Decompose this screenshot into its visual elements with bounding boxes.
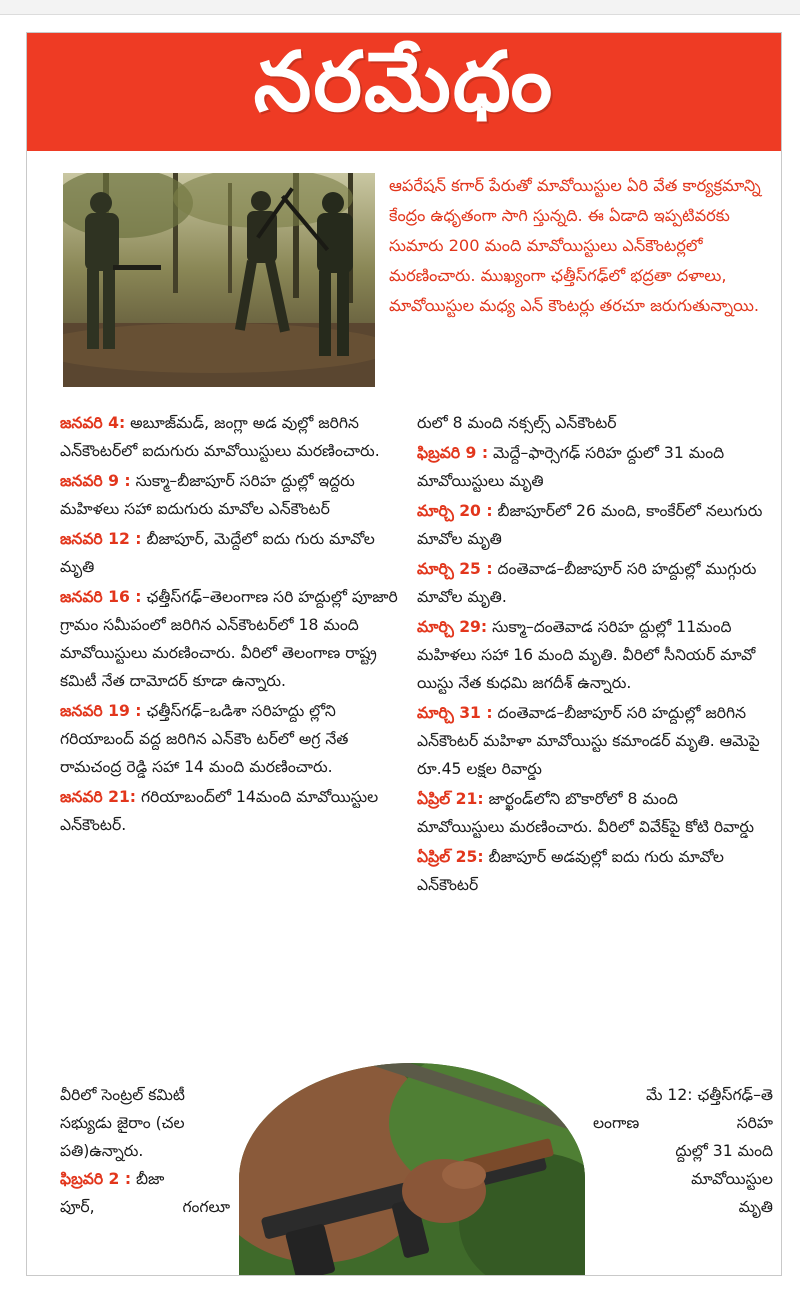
wrap-line: ద్దుల్లో 31 మంది [675,1142,773,1160]
wrap-line: మృతి [738,1198,773,1216]
soldiers-in-forest-photo [63,173,375,387]
entry-text: జార్ఖండ్‌లోని బొకారోలో 8 మంది మావోయిస్టులు మరణించారు. వీరిలో వివేక్‌పై కోటి రివార్డు [417,790,755,836]
wrap-line [60,1165,250,1193]
timeline-entry [60,583,412,695]
top-strip [0,0,800,15]
rifle-in-hand-photo [239,1063,585,1275]
entry-date: జనవరి 16 : [60,588,142,606]
entry-date: జనవరి 19 : [60,702,142,720]
entry-text: సుక్మా–బీజాపూర్ సరిహ ద్దుల్లో ఇద్దరు మహిళలు సహా ఐదుగురు మావోల ఎన్‌కౌంటర్ [60,472,355,518]
wrap-line: వీరిలో సెంట్రల్ కమిటీ [60,1086,185,1104]
timeline-entry [417,409,769,437]
entry-date: ఫిబ్రవరి 9 : [417,444,489,462]
entry-text: పూర్, [60,1198,95,1216]
timeline-entry [60,409,412,465]
left-wrap-text [60,1081,250,1221]
entry-date: మార్చి 29: [417,618,488,636]
wrap-line [593,1109,773,1137]
timeline-entry [60,783,412,839]
entry-text: ఛత్తీస్‌గఢ్–ఒడిశా సరిహద్దు ల్లోని గరియాబంద్ వద్ద జరిగిన ఎన్‌కౌం టర్‌లో అగ్ర నేత రామచంద్ర రెడ్డి సహా 14 మంది మరణించారు. [60,702,349,776]
entry-text: లంగాణ [593,1114,640,1132]
timeline-right-column [417,409,769,901]
entry-date: జనవరి 9 : [60,472,131,490]
headline-banner [27,33,781,151]
timeline-entry [417,613,769,697]
wrap-line: పతి)ఉన్నారు. [60,1142,144,1160]
entry-date: మార్చి 20 : [417,502,493,520]
entry-text: దంతెవాడ–బీజాపూర్ సరి హద్దుల్లో జరిగిన ఎన్‌కౌంటర్ మహిళా మావోయిస్టు కమాండర్ మృతి. ఆమెపై రూ.45 లక్షల రివార్డు [417,704,760,778]
timeline-entry [417,699,769,783]
timeline-left-column [60,409,412,841]
entry-date: ఏప్రిల్ 25: [417,848,484,866]
wrap-line [60,1193,230,1221]
intro-text: ఆపరేషన్ కగార్ పేరుతో మావోయిస్టుల ఏరి వేత కార్యక్రమాన్ని కేంద్రం ఉధృతంగా సాగి స్తున్నది. ఈ ఏడాది ఇప్పటివరకు సుమారు 200 మంది మావోయిస్టులు ఎన్‌కౌంటర్లలో మరణించారు. ముఖ్యంగా ఛత్తీస్‌గఢ్‌లో భద్రతా దళాలు, మావోయిస్టుల మధ్య ఎన్ కౌంటర్లు తరచూ జరుగుతున్నాయి. [389,176,761,315]
timeline-entry [417,555,769,611]
timeline-entry [417,785,769,841]
entry-text: ఛత్తీస్‌గఢ్–తెలంగాణ సరి హద్దుల్లో పూజారి గ్రామం సమీపంలో జరిగిన ఎన్‌కౌంటర్‌లో 18 మంది మావోయిస్టులు మరణించారు. వీరిలో తెలంగాణ రాష్ట్ర కమిటీ నేత దామోదర్ కూడా ఉన్నారు. [60,588,398,690]
entry-text: సుక్మా–దంతెవాడ సరిహ ద్దుల్లో 11మంది మహిళలు సహా 16 మంది మృతి. వీరిలో సీనియర్ మావో యిస్టు నేత కుధమి జగదీశ్ ఉన్నారు. [417,618,756,692]
entry-text: దంతెవాడ–బీజాపూర్ సరి హద్దుల్లో ముగ్గురు మావోల మృతి. [417,560,757,606]
entry-date: మార్చి 31 : [417,704,493,722]
headline: నరమేధం [253,34,555,130]
entry-date: ఫిబ్రవరి 2 : [60,1170,132,1188]
timeline-entry [417,497,769,553]
entry-text: బీజాపూర్, మెద్దేలో ఐదు గురు మావోల మృతి [60,530,375,576]
timeline-entry [60,697,412,781]
entry-date: జనవరి 4: [60,414,126,432]
entry-date: జనవరి 21: [60,788,137,806]
timeline-entry [417,439,769,495]
entry-text: బీజాపూర్ అడవుల్లో ఐదు గురు మావోల ఎన్‌కౌంటర్ [417,848,724,894]
entry-text: బీజాపూర్‌లో 26 మంది, కాంకేర్‌లో నలుగురు మావోల మృతి [417,502,763,548]
entry-text: రులో 8 మంది నక్సల్స్ ఎన్‌కౌంటర్ [417,414,617,432]
entry-text: గరియాబంద్‌లో 14మంది మావోయిస్టుల ఎన్‌కౌంటర్. [60,788,379,834]
entry-text: అబూజ్‌మడ్, జంగ్లా అడ వుల్లో జరిగిన ఎన్‌కౌంటర్‌లో ఐదుగురు మావోయిస్టులు మరణించారు. [60,414,380,460]
right-wrap-text [593,1081,773,1221]
entry-text: సరిహ [736,1114,773,1132]
news-clipping [26,32,782,1276]
intro-paragraph [389,171,769,321]
wrap-line: సభ్యుడు జైరాం (చల [60,1114,185,1132]
timeline-entry [60,525,412,581]
wrap-line: మే 12: ఛత్తీస్‌గఢ్–తె [645,1086,773,1104]
timeline-entry [417,843,769,899]
entry-date: జనవరి 12 : [60,530,142,548]
entry-text: మెద్దే–ఫార్సెగఢ్ సరిహ ద్దులో 31 మంది మావోయిస్టులు మృతి [417,444,725,490]
entry-date: మార్చి 25 : [417,560,493,578]
entry-date: ఏప్రిల్ 21: [417,790,484,808]
wrap-line: మావోయిస్టుల [691,1170,773,1188]
entry-text: గంగలూ [182,1198,230,1216]
timeline-entry [60,467,412,523]
entry-text: బీజా [136,1170,165,1188]
